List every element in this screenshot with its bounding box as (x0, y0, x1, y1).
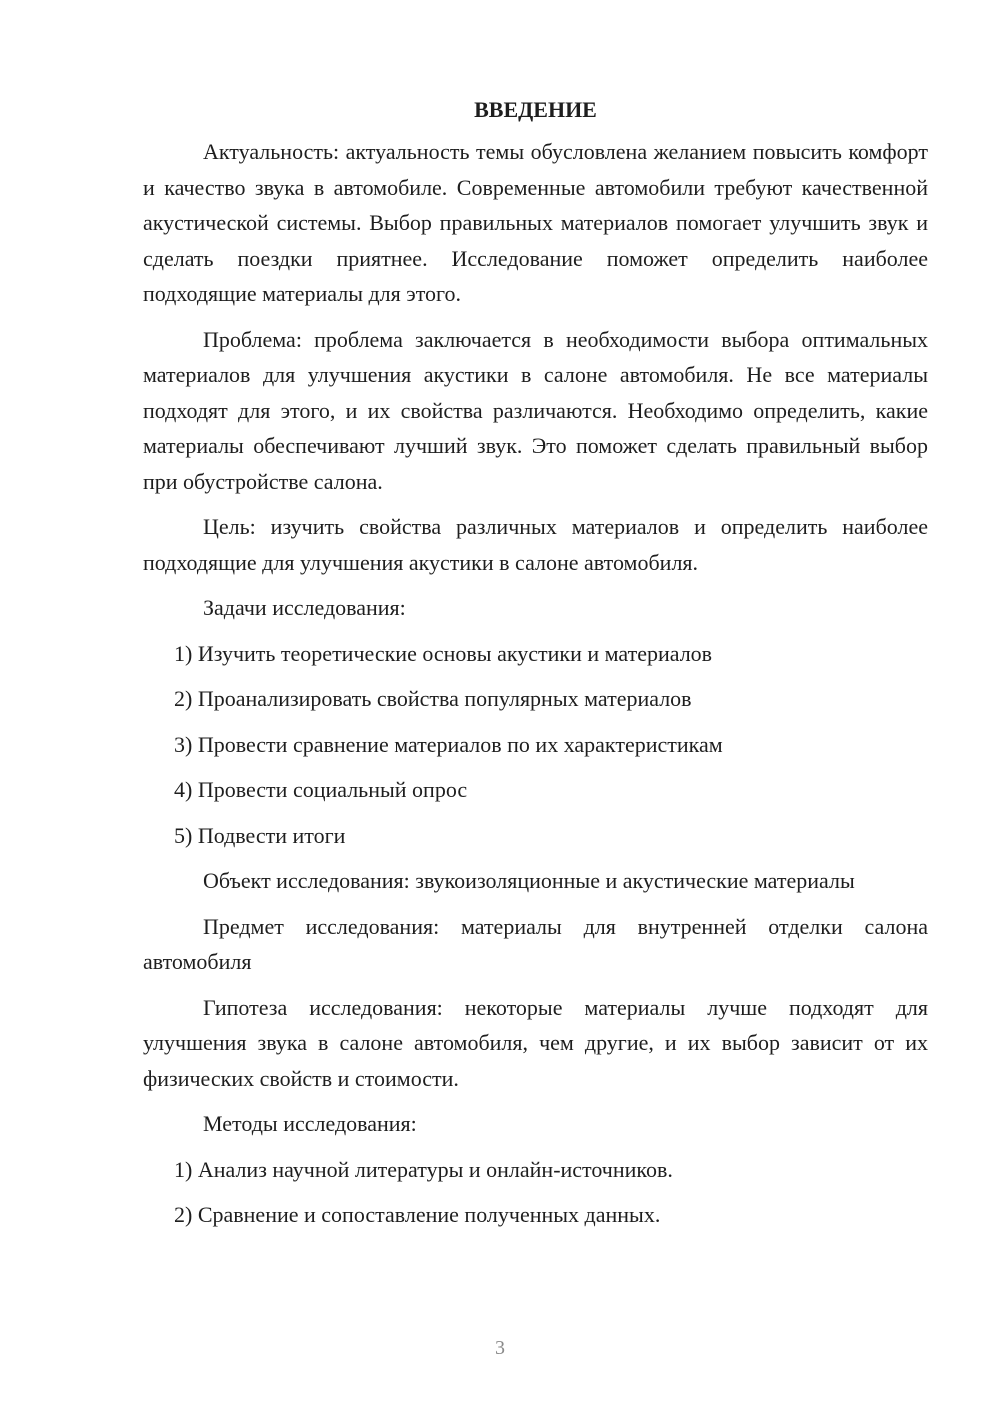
subject-paragraph: Предмет исследования: материалы для внутренней отделки салона автомобиля (143, 913, 928, 974)
task-item: 5) Подвести итоги (174, 822, 346, 848)
relevance-paragraph: Актуальность: актуальность темы обусловлена желанием повысить комфорт и качество звука в автомобиле. Современные автомобили требуют качественной акустической системы. Выбор правильных материалов помогает улучшить звук и сделать поездки приятнее. Исследование поможет определить наиболее подходящие материалы для этого. (143, 139, 928, 306)
method-item: 1) Анализ научной литературы и онлайн-источников. (174, 1156, 673, 1182)
page-content (143, 92, 928, 1243)
methods-heading: Методы исследования: (203, 1111, 417, 1136)
object-paragraph: Объект исследования: звукоизоляционные и акустические материалы (203, 868, 855, 893)
task-item: 2) Проанализировать свойства популярных материалов (174, 686, 692, 711)
tasks-list (143, 636, 928, 854)
task-item: 1) Изучить теоретические основы акустики и материалов (174, 640, 713, 666)
method-item: 2) Сравнение и сопоставление полученных данных. (174, 1202, 661, 1227)
page-number: 3 (495, 1337, 505, 1359)
page-title: ВВЕДЕНИЕ (474, 97, 597, 122)
task-item: 3) Провести сравнение материалов по их характеристикам (174, 731, 723, 757)
hypothesis-paragraph: Гипотеза исследования: некоторые материалы лучше подходят для улучшения звука в салоне автомобиля, чем другие, и их выбор зависит от их физических свойств и стоимости. (143, 994, 928, 1091)
tasks-heading: Задачи исследования: (203, 595, 406, 620)
methods-list (143, 1152, 928, 1233)
goal-paragraph: Цель: изучить свойства различных материалов и определить наиболее подходящие для улучшения акустики в салоне автомобиля. (143, 514, 928, 575)
task-item: 4) Провести социальный опрос (174, 777, 468, 802)
problem-paragraph: Проблема: проблема заключается в необходимости выбора оптимальных материалов для улучшения акустики в салоне автомобиля. Не все материалы подходят для этого, и их свойства различаются. Необходимо определить, какие материалы обеспечивают лучший звук. Это поможет сделать правильный выбор при обустройстве салона. (143, 326, 928, 494)
